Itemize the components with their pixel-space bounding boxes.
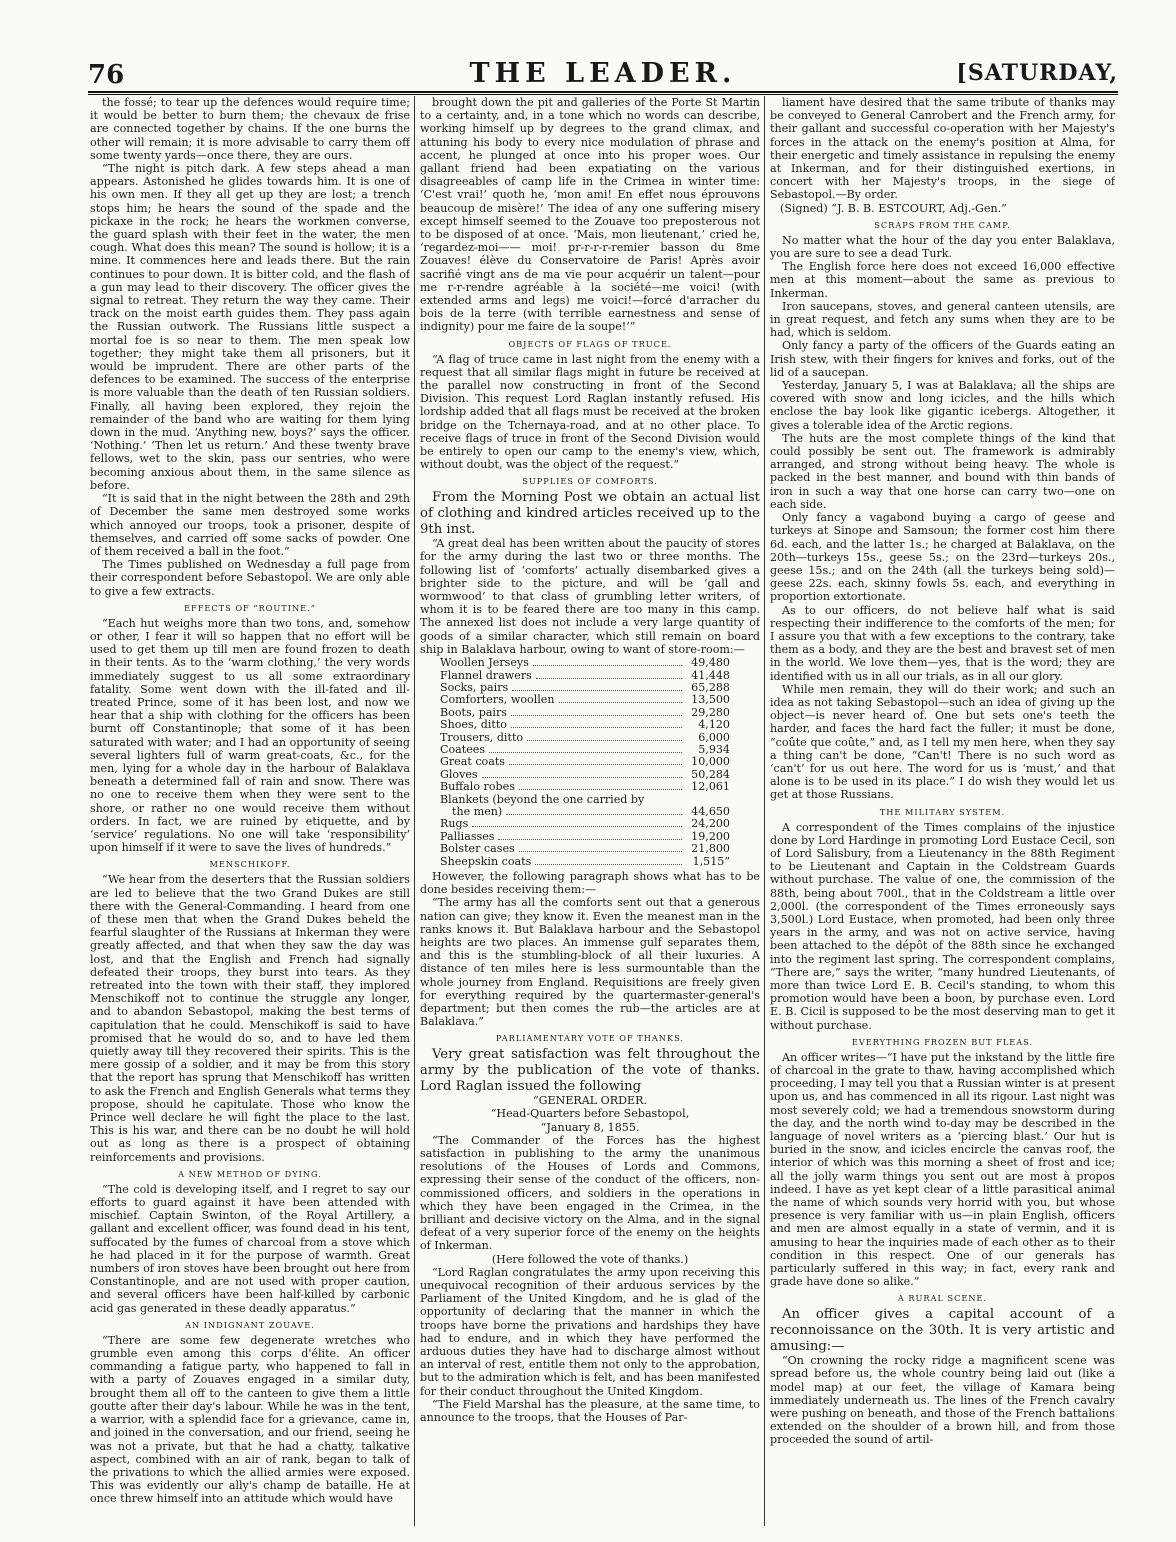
store-item-name: Woollen Jerseys [440, 656, 529, 670]
store-item-name: Buffalo robes [440, 780, 515, 794]
paragraph: brought down the pit and galleries of the Porte St Martin to a certainty, and, in a tone which no words can describe, working himself up by degrees to the grand climax, and attuning his body to every nice modulation of phrase and accent, he plunged at once into his proper woes. Our gallant friend had been expatiating on the various disagreeables of camp life in the Crimea in winter time: ‘C'est vrai!’ quoth he, ‘mon ami! En effet nous éprouvons beaucoup de misère!’ The idea of any one suffering misery except himself seemed to the Zouave too preposterous not to be disposed of at once. ‘Mais, mon lieutenant,’ cried he, ‘regardez-moi—— moi! pr-r-r-r-remier basson du 8me Zouaves! élève du Conservatoire de Paris! Après avoir sacrifié vingt ans de ma vie pour acquérir un talent—pour me r-r-rendre agréable à la société—me voici! (with extended arms and legs) me voici!—forcé d'arracher du bois de la terre (with terrible earnestness and sense of indignity) pour me faire de la soupe!’” [420, 96, 760, 334]
section-heading: MENSCHIKOFF. [209, 859, 291, 870]
header-rule-thick [88, 91, 1118, 93]
paragraph: An officer gives a capital account of a reconnoissance on the 30th. It is very artistic and amusing:— [770, 1307, 1115, 1354]
paragraph: “Each hut weighs more than two tons, and, somehow or other, I fear it will so happen that no effort will be used to get them up till men are found frozen to death in their tents. As to the ‘warm clothing,’ the very words immediately suggest to us all some extraordinary fatality. Some went down with the ill-fated and ill-treated Prince, some of it has been lost, and now we hear that a ship with clothing for the officers has been burnt off Constantinople; that some of it has been saturated with water; and I had an opportunity of seeing several lighters full of warm great-coats, &c., for the men, lying for a whole day in the harbour of Balaklava beneath a determined fall of rain and snow. There was no one to receive them when they were sent to the shore, or rather no one would receive them without orders. In fact, we are ruined by etiquette, and by ‘service’ regulations. No one will take ‘responsibility’ upon himself if it were to save the lives of hundreds.” [90, 616, 410, 855]
section-heading: SUPPLIES OF COMFORTS. [522, 476, 658, 487]
column-1 [90, 96, 410, 1530]
paragraph: “We hear from the deserters that the Russian soldiers are led to believe that the two Grand Dukes are still there with the General-Commanding. I heard from one of these men that when the Grand Dukes beheld the fearful slaughter of the Russians at Inkerman they were greatly affected, and that when they saw the day was lost, and that the English and French had signally defeated their troops, they burst into tears. As they retreated into the town with their staff, they implored Menschikoff not to continue the struggle any longer, and to abandon Sebastopol, making the best terms of capitulation that he could. Menschikoff is said to have promised that he would do so, and to have led them quietly away till they recovered their spirits. This is the mere gossip of a soldier, and it may be from this story that the report has sprung that Menschikoff has written to ask the French and English Generals what terms they propose, should he capitulate. Those who know the Prince well declare he will fight the place to the last. This is his war, and there can be no doubt he will hold out as long as there is a prospect of obtaining reinforcements and provisions. [90, 873, 410, 1164]
paragraph: No matter what the hour of the day you enter Balaklava, you are sure to see a dead Turk. [770, 233, 1115, 261]
store-list [440, 657, 730, 868]
store-item-qty: 19,200 [691, 829, 730, 843]
paragraph: Only fancy a party of the officers of the Guards eating an Irish stew, with their fingers for knives and forks, out of the lid of a saucepan. [770, 339, 1115, 379]
store-item-qty: 4,120 [698, 718, 730, 732]
store-item-name: Great coats [440, 755, 505, 769]
store-item-name: Coatees [440, 742, 486, 756]
store-item-name: Flannel drawers [440, 668, 532, 682]
paragraph: While men remain, they will do their work; and such an idea as not taking Sebastopol—such an idea of giving up the object—is never heard of. One but sets one's teeth the harder, and faces the hard fact the fuller; it must be done, “coûte que coûte,” and, as I tell my men here, when they say a thing can't be done, “Can't! There is no such word as ‘can't’ for us out here. The word for us is ‘must,’ and that alone is to be used in its place.” I do wish they would let us get at those Russians. [770, 682, 1115, 802]
column-3 [770, 96, 1115, 1530]
store-item-qty: 1,515” [692, 854, 730, 868]
paragraph: A correspondent of the Times complains of the injustice done by Lord Hardinge in promoting Lord Eustace Cecil, son of Lord Salisbury, from a Lieutenancy in the 88th Regiment to be Lieutenant and Captain in the Coldstream Guards without purchase. The value of one, the commission of the 88th, being about 700l., that in the Coldstream a little over 2,000l. (the correspondent of the Times erroneously says 3,500l.) Lord Eustace, when promoted, had been only three years in the army, and was not on active service, having been attached to the dépôt of the 88th since he exchanged into the regiment last spring. The correspondent complains, “There are,” says the writer, “many hundred Lieutenants, of more than twice Lord E. B. Cecil's standing, to whom this promotion would have been a boon, by purchase even. Lord E. B. Cicil is supposed to be the most deserving man to get it without purchase. [770, 820, 1115, 1032]
list-item [440, 843, 730, 855]
store-item-name: Shoes, ditto [440, 718, 507, 732]
store-item-qty: 49,480 [691, 656, 730, 670]
paragraph: the fossé; to tear up the defences would require time; it would be better to burn them; the chevaux de frise are connected together by chains. If the one burns the other will remain; it is more advisable to carry them off some twenty yards—once there, they are ours. [90, 96, 410, 162]
paragraph: “On crowning the rocky ridge a magnificent scene was spread before us, the whole country being laid out (like a model map) at our feet, the village of Kamara being immediately underneath us. The lines of the French cavalry were pushing on beneath, and those of the French battalions extended on the shoulder of a brown hill, and from those proceeded the sound of artil- [770, 1354, 1115, 1447]
store-item-name: Socks, pairs [440, 680, 509, 694]
paragraph: As to our officers, do not believe half what is said respecting their indifference to the comforts of the men; for I assure you that with a few exceptions to the contrary, take them as a body, and they are the best and bravest set of men in the world. We love them—yes, that is the word; they are identified with us in all our trials, as in all our glory. [770, 603, 1115, 683]
section-heading: EVERYTHING FROZEN BUT FLEAS. [851, 1036, 1034, 1047]
paragraph: Very great satisfaction was felt throughout the army by the publication of the vote of thanks. Lord Raglan issued the following [420, 1047, 760, 1094]
order-date: “January 8, 1855. [540, 1120, 640, 1134]
store-item-name: Sheepskin coats [440, 854, 532, 868]
section-heading: OBJECTS OF FLAGS OF TRUCE. [508, 338, 672, 349]
header-rule-thin [88, 94, 1118, 95]
section-heading: A NEW METHOD OF DYING. [178, 1168, 322, 1179]
list-item [440, 806, 730, 818]
store-item-qty: 41,448 [691, 668, 730, 682]
paragraph: “A flag of truce came in last night from the enemy with a request that all similar flags might in future be received at the parallel now constructing in front of the Second Division. This request Lord Raglan instantly refused. His lordship added that all flags must be received at the broken bridge on the Tchernaya-road, and at no other place. To receive flags of truce in front of the Second Division would be entirely to open our camp to the enemy's view, which, without doubt, was the object of the request.” [420, 352, 760, 472]
paragraph: However, the following paragraph shows what has to be done besides receiving them:— [420, 870, 760, 897]
paragraph: “The cold is developing itself, and I regret to say our efforts to guard against it have been attended with mischief. Captain Swinton, of the Royal Artillery, a gallant and excellent officer, was found dead in his tent, suffocated by the fumes of charcoal from a stove which he had placed in it for the purpose of warmth. Great numbers of iron stoves have been brought out here from Constantinople, and are not used with proper caution, and several officers have been half-killed by carbonic acid gas generated in these deadly apparatus.” [90, 1182, 410, 1315]
list-item [440, 856, 730, 868]
order-title: “GENERAL ORDER. [532, 1094, 647, 1108]
paragraph: The huts are the most complete things of the kind that could possibly be sent out. The framework is admirably arranged, and strong without being heavy. The whole is packed in the best manner, and bound with thin bands of iron in such a way that one horse can carry two—one on each side. [770, 431, 1115, 511]
store-item-qty: 6,000 [698, 730, 730, 744]
paragraph: “There are some few degenerate wretches who grumble even among this corps d'élite. An officer commanding a fatigue party, who happened to fall in with a party of Zouaves engaged in a similar duty, brought them all off to the canteen to give them a little goutte after their day's labour. While he was in the tent, a warrior, with a splendid face for a grievance, came in, and joined in the conversation, and our friend, seeing he was not a private, but that he had a chatty, talkative aspect, combined with an air of rank, began to talk of the privations to which the allied armies were exposed. This was evidently our ally's champ de bataille. He at once threw himself into an attitude which would have [90, 1333, 410, 1506]
store-item-name: Comforters, woollen [440, 693, 555, 707]
store-item-name: Palliasses [440, 829, 495, 843]
paragraph: liament have desired that the same tribute of thanks may be conveyed to General Canrobert and the French army, for their gallant and successful co-operation with her Majesty's forces in the attack on the enemy's position at Alma, for their energetic and timely assistance in repulsing the enemy at Inkerman, and for their distinguished exertions, in concert with her Majesty's troops, in the siege of Sebastopol.—By order. [770, 96, 1115, 202]
list-item [440, 818, 730, 830]
masthead [88, 52, 1118, 90]
column-divider [414, 96, 415, 1526]
section-heading: THE MILITARY SYSTEM. [879, 806, 1006, 817]
paragraph: (Here followed the vote of thanks.) [491, 1252, 689, 1266]
store-item-qty: 24,200 [691, 817, 730, 831]
store-item-qty: 21,800 [691, 842, 730, 856]
store-item-name: Boots, pairs [440, 705, 507, 719]
paragraph: From the Morning Post we obtain an actual list of clothing and kindred articles received up to the 9th inst. [420, 490, 760, 537]
store-item-name: Blankets (beyond the one carried by [440, 792, 645, 806]
column-2 [420, 96, 760, 1530]
store-item-name: the men) [452, 804, 503, 818]
section-heading: PARLIAMENTARY VOTE OF THANKS. [495, 1033, 685, 1044]
list-item [440, 756, 730, 768]
paragraph: Yesterday, January 5, I was at Balaklava; all the ships are covered with snow and long icicles, and the hills which enclose the bay look like gigantic icebergs. Altogether, it gives a tolerable idea of the Arctic regions. [770, 379, 1115, 432]
store-item-qty: 44,650 [691, 804, 730, 818]
newspaper-title: THE LEADER. [469, 58, 737, 89]
store-item-qty: 29,280 [691, 705, 730, 719]
paragraph: “A great deal has been written about the paucity of stores for the army during the last two or three months. The following list of ‘comforts’ actually disembarked gives a brighter side to the picture, and will be ‘gall and wormwood’ to that class of grumbling letter writers, of whom it is to be feared there are too many in this camp. The annexed list does not include a very large quantity of goods of a similar character, which still remain on board ship in Balaklava harbour, owing to want of store-room:— [420, 537, 760, 656]
store-item-name: Rugs [440, 817, 469, 831]
list-item [440, 657, 730, 669]
list-item [440, 694, 730, 706]
store-item-qty: 65,288 [691, 680, 730, 694]
paragraph: “The Field Marshal has the pleasure, at the same time, to announce to the troops, that the Houses of Par- [420, 1397, 760, 1425]
store-item-qty: 10,000 [691, 755, 730, 769]
paragraph: The Times published on Wednesday a full page from their correspondent before Sebastopol. We are only able to give a few extracts. [90, 558, 410, 598]
page-number: 76 [88, 60, 125, 90]
store-item-name: Gloves [440, 767, 478, 781]
section-heading: EFFECTS OF “ROUTINE.” [184, 602, 316, 613]
section-heading: SCRAPS FROM THE CAMP. [874, 219, 1011, 230]
store-item-qty: 5,934 [698, 742, 730, 756]
paragraph: “The night is pitch dark. A few steps ahead a man appears. Astonished he glides towards him. It is one of his own men. If they all get up they are lost; a trench stops him; he hears the sound of the spade and the pickaxe in the rock; he hears the workmen converse, the guard splash with their feet in the water, the men cough. What does this mean? The sound is hollow; it is a mine. It commences here and leads there. But the rain continues to pour down. It is bitter cold, and the flash of a gun may lead to their discovery. The officer gives the signal to retreat. They return the way they came. Their track on the moist earth guides them. They pass again the Russian outwork. The Russians little suspect a mortal foe is so near to them. The men speak low together; they might take them all prisoners, but it would be imprudent. There are other parts of the defences to be examined. The success of the enterprise is more valuable than the death of ten Russian soldiers. Finally, all having been explored, they rejoin the remainder of the band who are waiting for them lying down in the mud. ‘Anything new, boys?’ says the officer. ‘Nothing.’ ‘Then let us return.’ And these twenty brave fellows, wet to the skin, pass our sentries, who were becoming anxious about them, in the same silence as before. [90, 162, 410, 492]
paragraph: “Lord Raglan congratulates the army upon receiving this unequivocal recognition of their arduous services by the Parliament of the United Kingdom, and he is glad of the opportunity of declaring that the manner in which the troops have borne the privations and hardships they have had to endure, and in which they have performed the arduous duties they have had to discharge almost without an interval of rest, entitle them not only to the approbation, but to the admiration which is felt, and has been manifested for their conduct throughout the United Kingdom. [420, 1265, 760, 1398]
paragraph: “The Commander of the Forces has the highest satisfaction in publishing to the army the unanimous resolutions of the Houses of Lords and Commons, expressing their sense of the conduct of the officers, non-commissioned officers, and soldiers in the operations in which they have been engaged in the Crimea, in the brilliant and decisive victory on the Alma, and in the signal defeat of a very superior force of the enemy on the heights of Inkerman. [420, 1133, 760, 1253]
signature-line: (Signed) “J. B. B. ESTCOURT, Adj.-Gen.” [780, 201, 1007, 215]
section-heading: AN INDIGNANT ZOUAVE. [185, 1319, 315, 1330]
dateline: [SATURDAY, [956, 60, 1118, 86]
paragraph: The English force here does not exceed 16,000 effective men at this moment—about the same as previous to Inkerman. [770, 260, 1115, 300]
paragraph: “It is said that in the night between the 28th and 29th of December the same men destroyed some works which annoyed our troops, took a prisoner, despite of themselves, and carried off some sacks of powder. One of them received a ball in the foot.” [90, 492, 410, 558]
list-item [440, 719, 730, 731]
paragraph: Only fancy a vagabond buying a cargo of geese and turkeys at Sinope and Samsoun; the former cost him there 6d. each, and the latter 1s.; he charged at Balaklava, on the 20th—turkeys 15s., geese 5s.; on the 23rd—turkeys 20s., geese 15s.; and on the 24th (all the turkeys being sold)—geese 22s. each, skinny fowls 5s. each, and everything in proportion extortionate. [770, 511, 1115, 604]
store-item-qty: 50,284 [691, 767, 730, 781]
column-divider [764, 96, 765, 1526]
store-item-name: Trousers, ditto [440, 730, 524, 744]
store-item-qty: 12,061 [691, 780, 730, 794]
order-place: “Head-Quarters before Sebastopol, [490, 1107, 690, 1121]
section-heading: A RURAL SCENE. [897, 1293, 988, 1304]
paragraph: “The army has all the comforts sent out that a generous nation can give; they know it. Even the meanest man in the ranks knows it. But Balaklava harbour and the Sebastopol heights are two places. An immense gulf separates them, and this is the stumbling-block of all their luxuries. A distance of ten miles here is less surmountable than the whole journey from England. Requisitions are freely given for everything required by the quartermaster-general's department; but then comes the rub—the articles are at Balaklava.” [420, 896, 760, 1029]
paragraph: Iron saucepans, stoves, and general canteen utensils, are in great request, and fetch any sums when they are to be had, which is seldom. [770, 299, 1115, 340]
store-item-name: Bolster cases [440, 842, 515, 856]
store-item-qty: 13,500 [691, 693, 730, 707]
paragraph: An officer writes—“I have put the inkstand by the little fire of charcoal in the grate to thaw, having accomplished which proceeding, I may tell you that a Russian winter is at present upon us, and has commenced in all its rigour. Last night was most severely cold; we had a tremendous snowstorm during the day, and the north wind to-day may be described in the language of novel writers as a ‘piercing blast.’ Our hut is buried in the snow, and icicles encircle the canvas roof, the interior of which was this morning a sheet of frost and ice; all the jolly warm things you sent out are most à propos indeed. I have as yet kept clear of a little parasitical animal the name of which sounds very horrid with you, but whose presence is very familiar with us—in plain English, officers and men are almost equally in a state of vermin, and it is amusing to hear the inquiries made of each other as to their condition in this respect. One of our generals has particularly suffered in this way; in fact, every rank and grade have done so alike.” [770, 1050, 1115, 1289]
list-item [440, 781, 730, 793]
